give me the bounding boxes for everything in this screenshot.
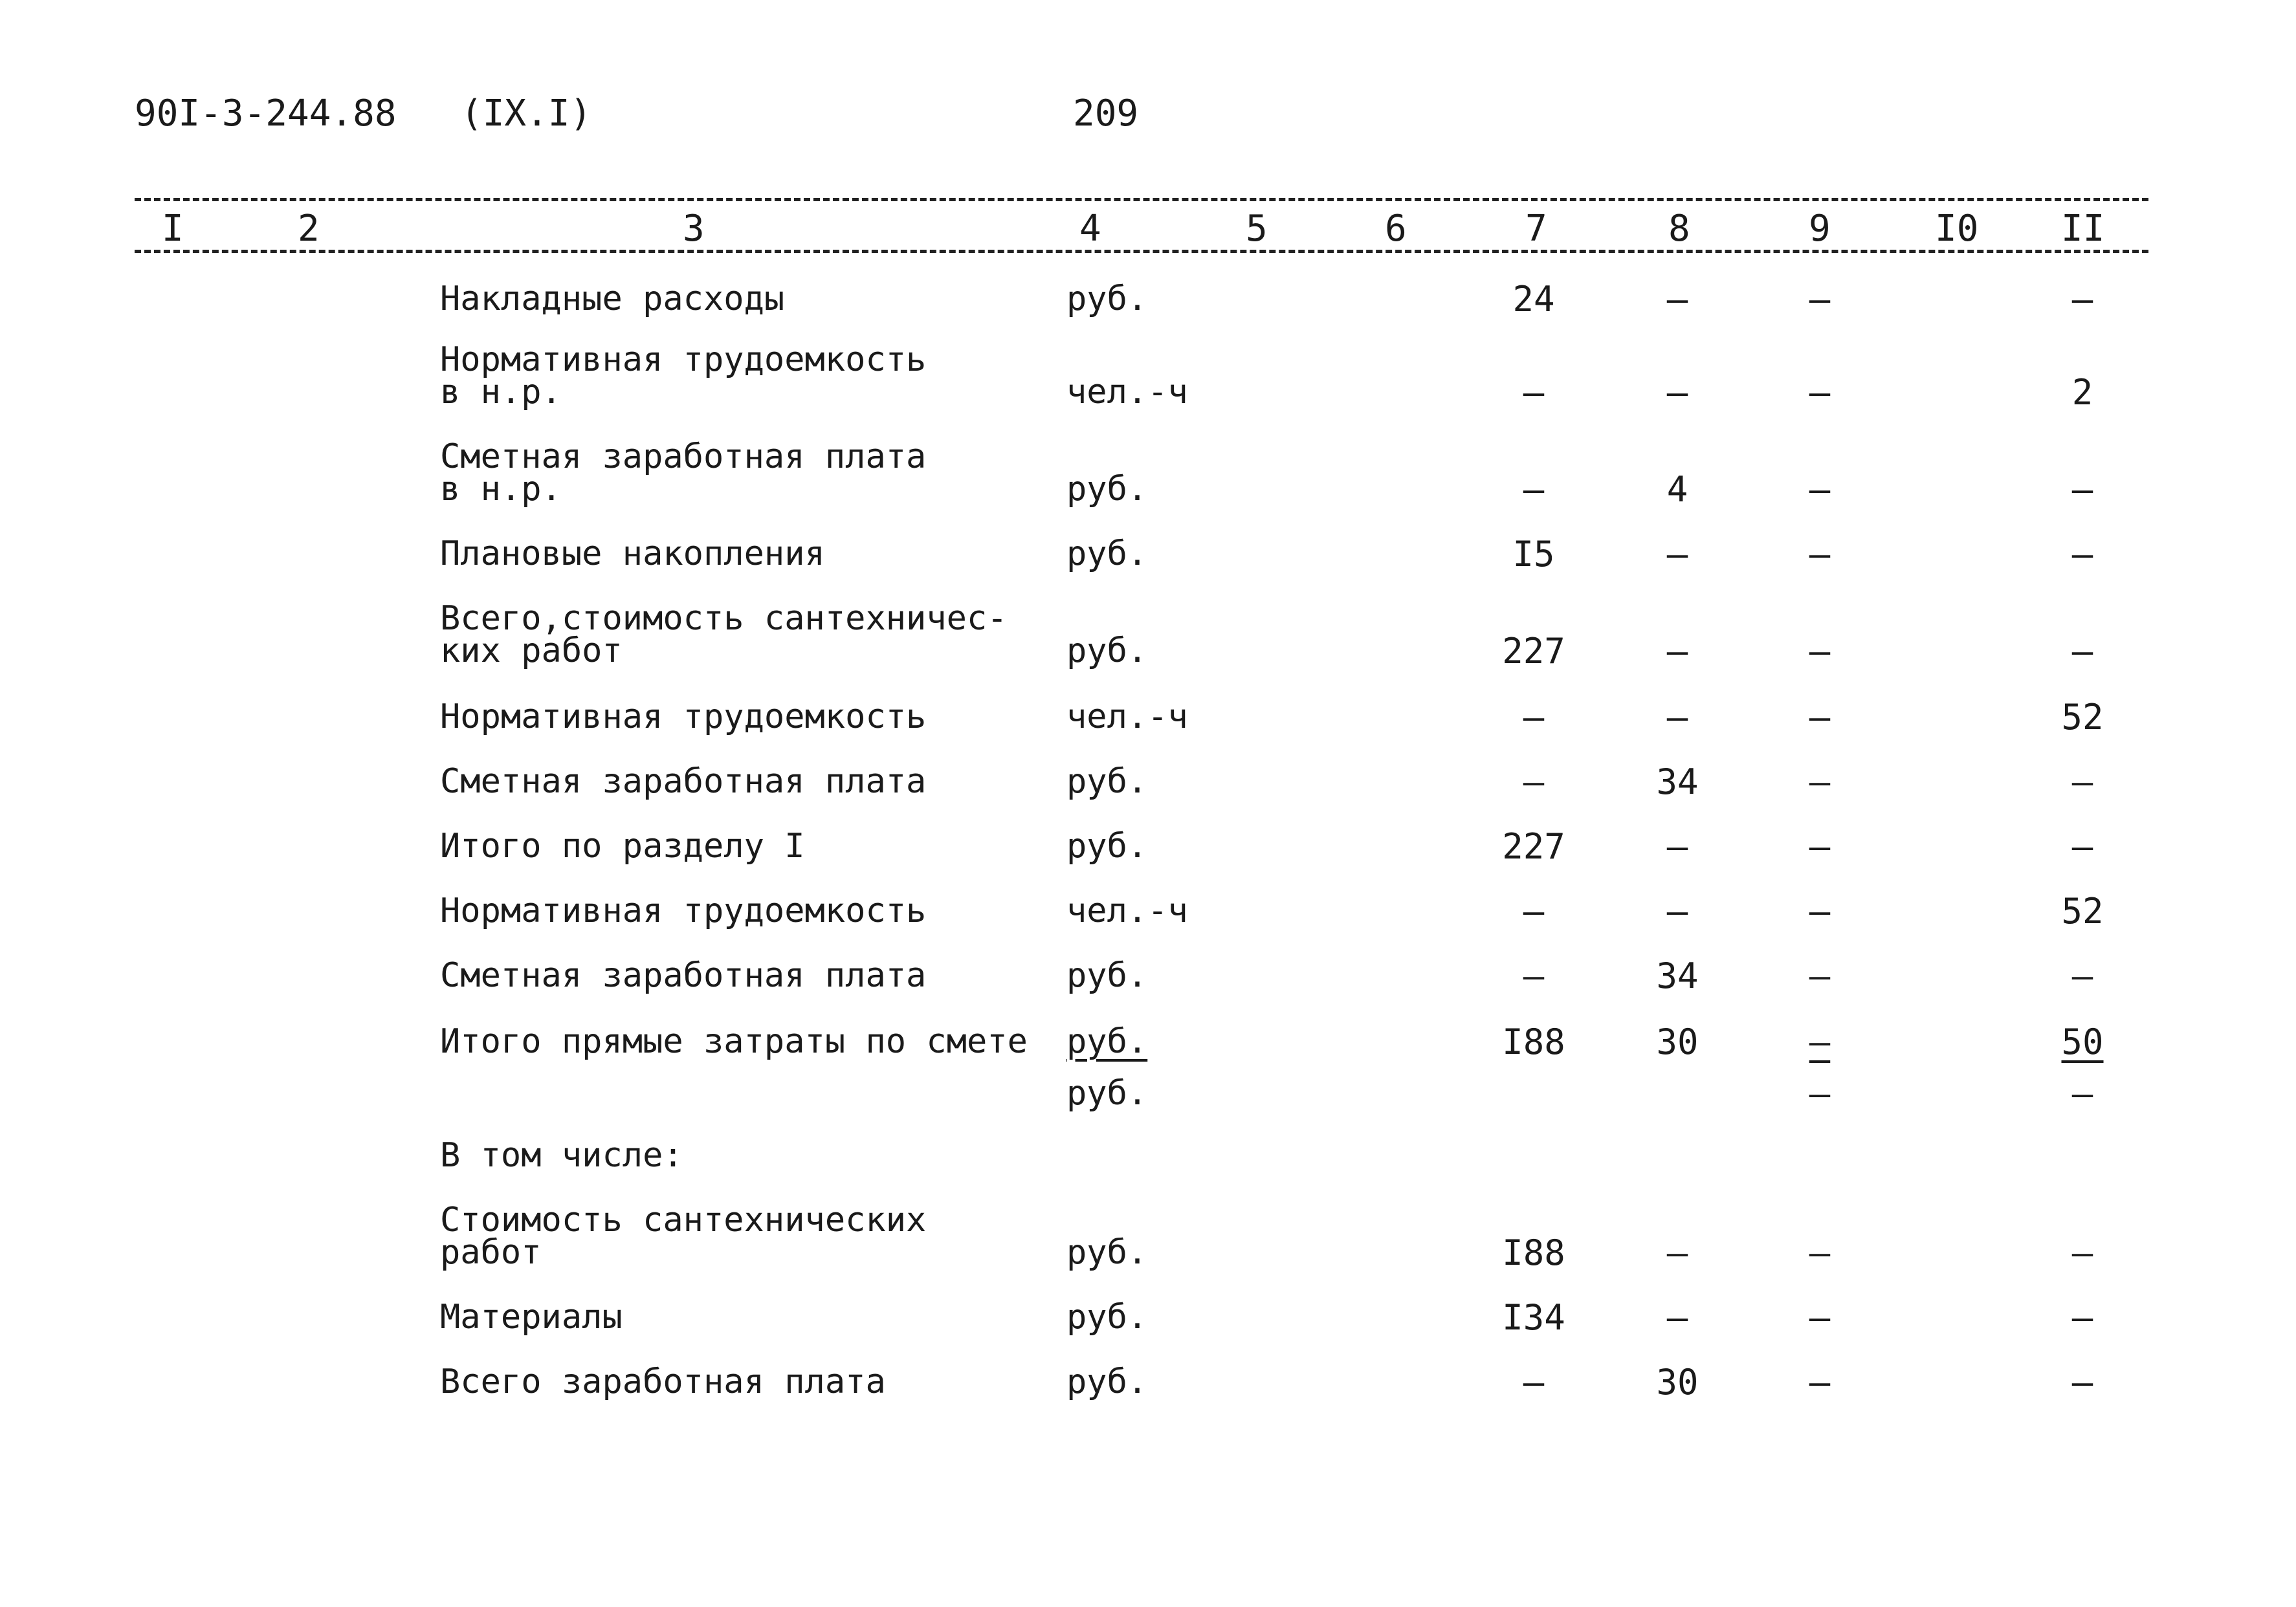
row-unit: руб. xyxy=(1066,1074,1148,1113)
row-value-col-8: – xyxy=(1666,279,1688,320)
row-value-col-8: – xyxy=(1666,631,1688,672)
row-description-line: Сметная заработная плата xyxy=(440,437,927,476)
row-unit: руб. xyxy=(1066,279,1148,318)
row-value-col-7: 227 xyxy=(1502,631,1565,672)
row-value-col-7: – xyxy=(1523,891,1545,932)
row-description xyxy=(440,697,927,736)
sheet-reference: (IX.I) xyxy=(461,93,592,135)
row-value-col-11: – xyxy=(2071,1232,2093,1273)
row-value-col-11: – xyxy=(2071,469,2093,510)
row-value-col-11: – xyxy=(2071,631,2093,672)
row-description-line: Накладные расходы xyxy=(440,279,785,318)
document-code: 90I-3-244.88 xyxy=(135,93,397,135)
column-number-11: II xyxy=(2061,208,2105,250)
page-number: 209 xyxy=(1073,93,1139,135)
row-description xyxy=(440,437,927,508)
row-unit: руб. xyxy=(1066,1298,1148,1337)
row-description xyxy=(440,534,825,573)
row-value-col-11: 52 xyxy=(2061,891,2104,932)
row-value-col-9: – xyxy=(1809,631,1831,672)
row-value-col-8: – xyxy=(1666,826,1688,867)
row-value-col-7: I88 xyxy=(1502,1022,1565,1062)
row-value-col-8: – xyxy=(1666,697,1688,738)
row-description-line: Всего заработная плата xyxy=(440,1362,886,1401)
row-description xyxy=(440,1362,886,1401)
row-unit: чел.-ч xyxy=(1066,697,1188,736)
row-description xyxy=(440,762,927,801)
row-description-line: работ xyxy=(440,1233,542,1272)
row-value-col-9: – xyxy=(1809,761,1831,802)
row-value-col-7: – xyxy=(1523,372,1545,413)
row-value-col-11: – xyxy=(2071,826,2093,867)
column-number-3: 3 xyxy=(683,208,705,250)
row-description xyxy=(440,1136,683,1175)
row-unit: руб. xyxy=(1066,1362,1148,1401)
row-unit: чел.-ч xyxy=(1066,891,1188,930)
row-value-col-7: – xyxy=(1523,956,1545,996)
row-description xyxy=(440,599,1008,670)
column-header-top-rule xyxy=(135,198,2148,201)
row-value-col-9: – xyxy=(1809,697,1831,738)
row-value-col-8: 34 xyxy=(1656,761,1699,802)
row-value-col-11: – xyxy=(2071,761,2093,802)
row-value-col-7: I5 xyxy=(1512,534,1555,574)
row-value-col-7: – xyxy=(1523,469,1545,510)
row-value-col-9: – xyxy=(1809,469,1831,510)
row-description xyxy=(440,891,927,930)
row-description-line: Всего,стоимость сантехничес- xyxy=(440,599,1008,638)
row-value-col-7: – xyxy=(1523,1362,1545,1403)
row-description xyxy=(440,956,927,995)
row-value-col-11: 2 xyxy=(2071,372,2093,413)
row-description-line: Материалы xyxy=(440,1298,623,1337)
row-description-line: в н.р. xyxy=(440,470,562,508)
row-value-col-9: – xyxy=(1809,891,1831,932)
row-value-col-9: – xyxy=(1809,1232,1831,1273)
row-value-col-9: – xyxy=(1809,956,1831,996)
row-unit: руб. xyxy=(1066,534,1148,573)
row-value-col-11: – xyxy=(2071,956,2093,996)
row-description-line: в н.р. xyxy=(440,373,562,411)
row-value-col-8: 30 xyxy=(1656,1022,1699,1062)
row-unit: руб. xyxy=(1066,762,1148,801)
row-value-col-11: – xyxy=(2071,534,2093,574)
row-value-col-9: – xyxy=(1809,1297,1831,1338)
row-value-col-7: I88 xyxy=(1502,1232,1565,1273)
row-value-col-8: – xyxy=(1666,1297,1688,1338)
row-value-col-11: – xyxy=(2071,1362,2093,1403)
row-description xyxy=(440,1201,927,1272)
row-value-col-8: 34 xyxy=(1656,956,1699,996)
row-value-col-7: 227 xyxy=(1502,826,1565,867)
row-unit: руб. xyxy=(1066,827,1148,866)
row-unit: руб. xyxy=(1066,631,1148,670)
row-value-col-9: – xyxy=(1809,1073,1831,1114)
row-value-col-11: – xyxy=(2071,1073,2093,1114)
column-header-bottom-rule xyxy=(135,250,2148,253)
row-description xyxy=(440,340,927,411)
row-value-col-11: – xyxy=(2071,279,2093,320)
row-value-col-8: – xyxy=(1666,891,1688,932)
row-value-col-7: – xyxy=(1523,761,1545,802)
row-description-line: Плановые накопления xyxy=(440,534,825,573)
row-value-col-9: – xyxy=(1809,279,1831,320)
row-value-col-8: – xyxy=(1666,534,1688,574)
row-value-col-8: – xyxy=(1666,1232,1688,1273)
row-value-col-9: – xyxy=(1809,1362,1831,1403)
row-description-line: Нормативная трудоемкость xyxy=(440,697,927,736)
column-number-6: 6 xyxy=(1385,208,1407,250)
row-description-line: Сметная заработная плата xyxy=(440,762,927,801)
row-value-col-7: I34 xyxy=(1502,1297,1565,1338)
column-number-2: 2 xyxy=(298,208,320,250)
row-value-col-9: – xyxy=(1809,372,1831,413)
row-unit: руб. xyxy=(1066,956,1148,995)
row-description xyxy=(440,1298,623,1337)
row-unit: руб. xyxy=(1066,470,1148,508)
row-value-col-7: – xyxy=(1523,697,1545,738)
row-value-col-7: 24 xyxy=(1512,279,1555,320)
row-description xyxy=(440,827,805,866)
row-description-line: Сметная заработная плата xyxy=(440,956,927,995)
row-description-line: Нормативная трудоемкость xyxy=(440,340,927,379)
row-description-line: ких работ xyxy=(440,631,623,670)
column-number-9: 9 xyxy=(1809,208,1831,250)
row-description xyxy=(440,279,785,318)
row-value-col-9: – xyxy=(1809,534,1831,574)
row-description-line: В том числе: xyxy=(440,1136,683,1175)
row-value-col-11: 50 xyxy=(2061,1022,2104,1062)
row-unit: руб. xyxy=(1066,1233,1148,1272)
column-number-4: 4 xyxy=(1079,208,1101,250)
column-number-5: 5 xyxy=(1246,208,1268,250)
row-description-line: Итого по разделу I xyxy=(440,827,805,866)
row-value-col-8: 30 xyxy=(1656,1362,1699,1403)
column-number-10: I0 xyxy=(1935,208,1979,250)
column-number-1: I xyxy=(162,208,184,250)
row-description-line: Итого прямые затраты по смете xyxy=(440,1022,1028,1061)
row-value-col-8: – xyxy=(1666,372,1688,413)
row-description xyxy=(440,1022,1028,1061)
column-number-7: 7 xyxy=(1525,208,1547,250)
row-unit: руб. xyxy=(1066,1022,1148,1061)
row-description-line: Стоимость сантехнических xyxy=(440,1201,927,1240)
row-value-col-9: – xyxy=(1809,1022,1831,1062)
row-value-col-9: – xyxy=(1809,826,1831,867)
row-value-col-11: – xyxy=(2071,1297,2093,1338)
row-description-line: Нормативная трудоемкость xyxy=(440,891,927,930)
column-number-8: 8 xyxy=(1668,208,1690,250)
row-value-col-11: 52 xyxy=(2061,697,2104,738)
row-unit: чел.-ч xyxy=(1066,373,1188,411)
row-value-col-8: 4 xyxy=(1666,469,1688,510)
